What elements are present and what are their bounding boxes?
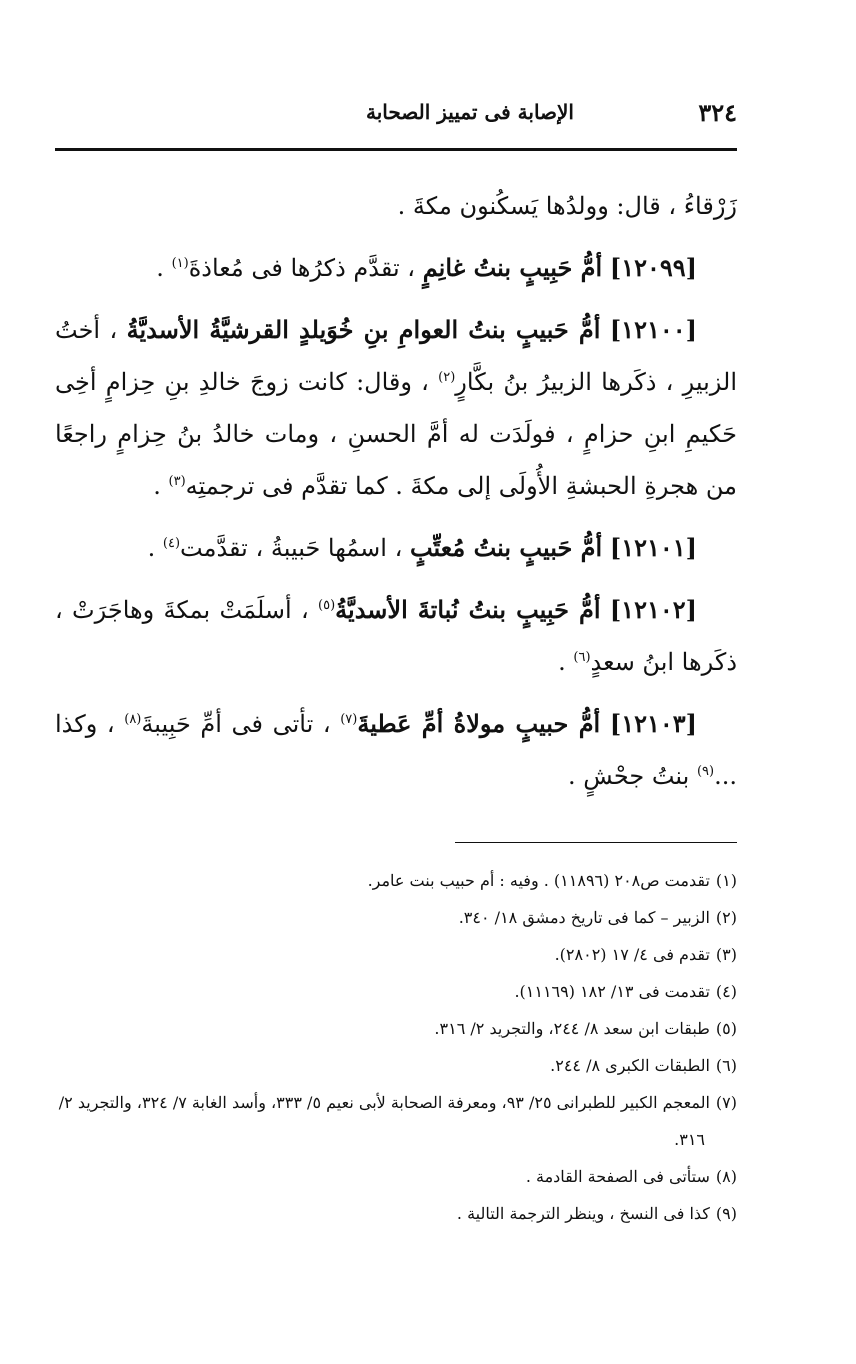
entry-text: .	[147, 534, 163, 562]
entry-text: ، اسمُها حَبيبةُ ، تقدَّمت	[180, 534, 403, 562]
entry-text: .	[558, 648, 574, 676]
footnote-ref[interactable]: (٢)	[438, 370, 456, 385]
footnote-5	[55, 1010, 737, 1047]
footnote-ref[interactable]: (١)	[171, 256, 189, 271]
footnote-number: (٣)	[715, 945, 737, 964]
footnote-number: (٥)	[715, 1019, 737, 1038]
entry-12099	[55, 242, 737, 294]
entry-text: ، أسلَمَتْ بمكةَ وهاجَرَتْ ، ذكَرها ابنُ سعدٍ	[55, 596, 737, 676]
footnote-number: (٨)	[715, 1167, 737, 1186]
footnote-text: كذا فى النسخ ، وينظر الترجمة التالية .	[456, 1204, 710, 1223]
footnote-text: ستأتى فى الصفحة القادمة .	[525, 1167, 710, 1186]
footnote-number: (٩)	[715, 1204, 737, 1223]
entry-text: .	[156, 254, 172, 282]
footnote-ref[interactable]: (٩)	[696, 764, 715, 779]
entry-number: [١٢٠٩٩]	[609, 253, 697, 282]
main-text	[55, 180, 737, 812]
running-title: الإصابة فى تمييز الصحابة	[366, 100, 574, 124]
footnote-ref[interactable]: (٦)	[573, 650, 591, 665]
footnote-ref[interactable]: (٨)	[124, 712, 142, 727]
footnote-6	[55, 1047, 737, 1084]
footnote-4	[55, 973, 737, 1010]
footnote-ref[interactable]: (٥)	[318, 598, 336, 613]
entry-text: ، أختُ الزبيرِ ، ذكَرها الزبيرُ بنُ بكَّارٍ	[55, 316, 738, 396]
footnotes	[55, 862, 737, 1232]
footnote-9	[55, 1195, 737, 1232]
footnote-rule	[455, 842, 737, 843]
entry-12100	[55, 304, 737, 512]
continuation-paragraph: زَرْقاءُ ، قال: وولدُها يَسكُنون مكةَ .	[397, 192, 737, 220]
footnote-ref[interactable]: (٣)	[168, 474, 186, 489]
footnote-7	[55, 1084, 737, 1158]
footnote-text: تقدمت ص٢٠٨ (١١٨٩٦) . وفيه : أم حبيب بنت عامر.	[367, 871, 710, 890]
entry-12102	[55, 584, 737, 688]
entry-number: [١٢١٠١]	[609, 533, 697, 562]
entry-number: [١٢١٠٢]	[609, 595, 697, 624]
footnote-text: طبقات ابن سعد ٨/ ٢٤٤، والتجريد ٢/ ٣١٦.	[434, 1019, 710, 1038]
entry-text: ، تقدَّم ذكرُها فى مُعاذةَ	[188, 254, 416, 282]
footnote-number: (٧)	[715, 1093, 737, 1112]
entry-name: أمُّ حَبِيبٍ بنتُ نُباتةَ الأسديَّةُ	[335, 595, 601, 624]
footnote-number: (١)	[715, 871, 737, 890]
entry-12103	[55, 698, 737, 802]
footnote-ref[interactable]: (٤)	[162, 536, 181, 551]
entry-name: أمُّ حَبيبٍ بنتُ العوامِ بنِ خُوَيلدٍ القرشيَّةُ الأسديَّةُ	[126, 315, 601, 344]
entry-text: بنتُ جحْشٍ .	[568, 762, 697, 790]
footnote-text: الزبير – كما فى تاريخ دمشق ١٨/ ٣٤٠.	[458, 908, 710, 927]
entry-12101	[55, 522, 737, 574]
page-header	[55, 96, 737, 136]
footnote-ref[interactable]: (٧)	[340, 712, 358, 727]
entry-number: [١٢١٠٣]	[609, 709, 698, 738]
entry-name: أمُّ حبيبٍ مولاةُ أمِّ عَطيةَ	[357, 709, 601, 738]
footnote-3	[55, 936, 737, 973]
entry-number: [١٢١٠٠]	[609, 315, 697, 344]
header-rule	[55, 148, 737, 151]
footnote-text: تقدم فى ٤/ ١٧ (٢٨٠٢).	[554, 945, 710, 964]
footnote-text: المعجم الكبير للطبرانى ٢٥/ ٩٣، ومعرفة الصحابة لأبى نعيم ٥/ ٣٣٣، وأسد الغابة ٧/ ٣٢٤، والتجريد ٢/ ٣١٦.	[58, 1093, 710, 1149]
entry-name: أمُّ حَبيبٍ بنتُ مُعتِّبٍ	[409, 533, 603, 562]
entry-text: ، وكذا ...	[55, 710, 737, 790]
footnote-number: (٤)	[715, 982, 737, 1001]
footnote-text: الطبقات الكبرى ٨/ ٢٤٤.	[550, 1056, 710, 1075]
entry-text: ، تأتى فى أمِّ حَبِيبةَ	[141, 710, 341, 738]
entry-text: .	[153, 472, 169, 500]
footnote-8	[55, 1158, 737, 1195]
footnote-number: (٢)	[715, 908, 737, 927]
footnote-1	[55, 862, 737, 899]
entry-text: ، وقال: كانت زوجَ خالدِ بنِ حِزامٍ أخِى حَكيمِ ابنِ حزامٍ ، فولَدَت له أمَّ الحسنِ ، ومات خالدُ بنُ حِزامٍ راجعًا من هجرةِ الحبشةِ الأُولَى إلى مكةَ . كما تقدَّم فى ترجمتِه	[55, 368, 737, 500]
footnote-number: (٦)	[715, 1056, 737, 1075]
page-number: ٣٢٤	[698, 98, 737, 127]
footnote-text: تقدمت فى ١٣/ ١٨٢ (١١١٦٩).	[514, 982, 710, 1001]
entry-name: أمُّ حَبِيبٍ بنتُ غانِمٍ	[422, 253, 603, 282]
footnote-2	[55, 899, 737, 936]
